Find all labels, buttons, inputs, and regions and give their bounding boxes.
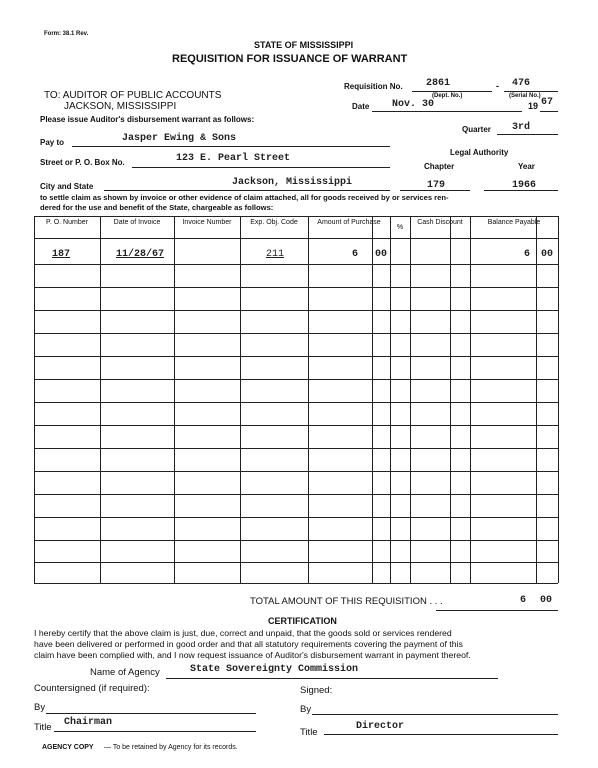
authority-year-value: 1966 xyxy=(512,180,537,191)
settle-line-1: to settle claim as shown by invoice or other evidence of claim attached, all for goods received by or services ren- xyxy=(40,193,449,202)
city-label: City and State xyxy=(40,182,94,191)
date-value: Nov. 30 xyxy=(392,99,435,110)
total-value: 6 xyxy=(520,595,527,606)
state-title: STATE OF MISSISSIPPI xyxy=(254,40,354,50)
header-exp-obj-code: Exp. Obj. Code xyxy=(250,219,298,226)
quarter-label: Quarter xyxy=(462,125,491,134)
header-balance-payable: Balance Payable xyxy=(487,219,541,226)
title-left-value: Chairman xyxy=(64,717,113,728)
to-line-2: JACKSON, MISSISSIPPI xyxy=(64,101,177,112)
pay-to-label: Pay to xyxy=(40,138,65,147)
agency-copy-note: — To be retained by Agency for its records. xyxy=(104,744,238,751)
serial-note: (Serial No.) xyxy=(509,93,541,99)
header-amount-of-purchase: Amount of Purchase xyxy=(317,219,381,226)
title-right-label: Title xyxy=(300,727,318,738)
requisition-dash: - xyxy=(496,81,499,91)
total-cents: 00 xyxy=(540,595,553,606)
street-value: 123 E. Pearl Street xyxy=(176,153,291,164)
row-date-of-invoice: 11/28/67 xyxy=(116,249,165,260)
row-balance: 6 xyxy=(524,249,531,260)
certification-line-1: I hereby certify that the above claim is just, due, correct and unpaid, that the goods sold or services rendered xyxy=(34,628,452,638)
year-label: Year xyxy=(518,162,535,171)
quarter-value: 3rd xyxy=(512,122,531,133)
legal-authority-label: Legal Authority xyxy=(450,148,509,157)
chapter-value: 179 xyxy=(427,180,446,191)
header-date-of-invoice: Date of Invoice xyxy=(113,219,161,226)
date-label: Date xyxy=(352,102,370,111)
countersigned-label: Countersigned (if required): xyxy=(34,683,150,694)
pay-to-value: Jasper Ewing & Sons xyxy=(122,133,237,144)
agency-copy-label: AGENCY COPY xyxy=(42,744,94,751)
title-left-label: Title xyxy=(34,722,52,733)
form-title: REQUISITION FOR ISSUANCE OF WARRANT xyxy=(172,53,408,65)
certification-line-2: have been delivered or performed in good order and that all statutory requirements covering the payment of this xyxy=(34,639,463,649)
year-value: 67 xyxy=(541,97,554,108)
certification-title: CERTIFICATION xyxy=(268,616,337,626)
dept-note: (Dept. No.) xyxy=(432,93,463,99)
row-exp-obj-code: 211 xyxy=(266,249,285,260)
requisition-label: Requisition No. xyxy=(344,82,403,91)
by-right-label: By xyxy=(300,704,312,715)
settle-line-2: dered for the use and benefit of the State, chargeable as follows: xyxy=(40,203,274,212)
header-invoice-number: Invoice Number xyxy=(182,219,232,226)
city-value: Jackson, Mississippi xyxy=(232,177,353,188)
by-left-label: By xyxy=(34,702,46,713)
form-number: Form: 38.1 Rev. xyxy=(44,31,89,37)
header-po-number: P. O. Number xyxy=(46,219,88,226)
title-right-value: Director xyxy=(356,721,405,732)
requisition-serial: 476 xyxy=(512,78,531,89)
certification-line-3: claim have been complied with, and I now request issuance of Auditor's disbursement warrant in payment thereof. xyxy=(34,650,471,660)
to-line-1: TO: AUDITOR OF PUBLIC ACCOUNTS xyxy=(44,90,222,101)
requisition-number: 2861 xyxy=(426,78,451,89)
row-amount-cents: 00 xyxy=(375,249,388,260)
year-prefix: 19 xyxy=(528,101,539,111)
signed-label: Signed: xyxy=(300,685,333,696)
total-label: TOTAL AMOUNT OF THIS REQUISITION . . . xyxy=(250,596,443,607)
agency-value: State Sovereignty Commission xyxy=(190,664,359,675)
to-line-3: Please issue Auditor's disbursement warrant as follows: xyxy=(40,115,255,124)
claim-table xyxy=(34,216,558,583)
street-label: Street or P. O. Box No. xyxy=(40,158,125,167)
header-percent: % xyxy=(396,224,404,231)
agency-label: Name of Agency xyxy=(90,667,160,678)
chapter-label: Chapter xyxy=(424,162,455,171)
header-cash-discount: Cash Discount xyxy=(417,219,463,226)
row-po-number: 187 xyxy=(52,249,71,260)
row-amount: 6 xyxy=(352,249,359,260)
row-balance-cents: 00 xyxy=(541,249,554,260)
